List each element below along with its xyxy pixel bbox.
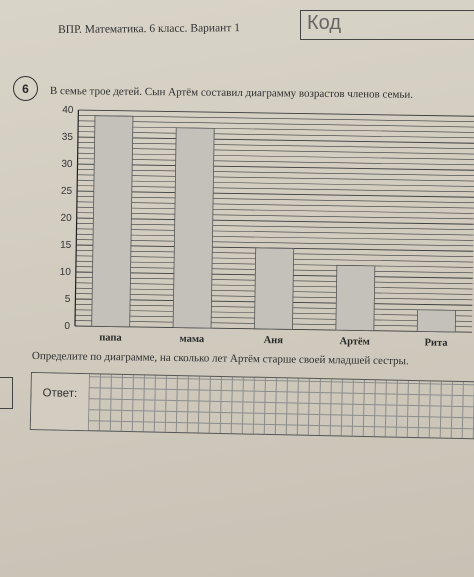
grid-line [77,186,474,192]
grid-line [77,180,474,186]
grid-line [77,207,474,213]
question-number-badge: 6 [13,76,38,101]
answer-grid[interactable] [30,372,474,439]
y-tick-label: 40 [62,104,74,116]
grid-line [78,110,474,116]
bar-4 [417,310,455,332]
y-tick-label: 5 [64,293,71,305]
grid-line [76,240,473,246]
grid-line [78,142,474,148]
page-header: ВПР. Математика. 6 класс. Вариант 1 [58,22,241,36]
y-tick-label: 30 [61,158,73,170]
x-tick-label: Аня [263,334,284,347]
x-tick-label: Рита [424,337,448,349]
grid-line [77,196,474,202]
score-box [0,377,13,409]
question-text: В семье трое детей. Сын Артём составил диаграмму возрастов членов семьи. [49,85,414,101]
grid-line [78,159,474,165]
y-tick-label: 20 [60,212,72,224]
grid-line [77,202,474,208]
bar-2 [254,248,293,330]
x-tick-label: мама [179,333,205,346]
answer-label: Ответ: [42,387,78,400]
grid-line [78,137,474,143]
grid-line [77,175,474,181]
code-label: Код [307,12,342,34]
grid-line [77,218,474,224]
y-tick-label: 0 [64,320,71,332]
bar-3 [336,265,375,330]
bar-0 [92,116,133,327]
grid-line [78,148,474,154]
y-tick-label: 10 [59,266,71,278]
grid-line [78,126,474,132]
grid-line [78,153,474,159]
y-tick-label: 35 [61,131,74,143]
x-tick-label: папа [99,332,122,344]
answer-label-area [31,373,89,430]
grid-line [78,164,474,170]
grid-line [77,191,474,197]
question-prompt: Определите по диаграмме, на сколько лет Артём старше своей младшей сестры. [31,350,409,368]
grid-line [78,115,474,121]
grid-line [78,121,474,127]
grid-line [78,132,474,138]
bar-1 [173,128,214,328]
grid-line [77,223,474,229]
x-tick-label: Артём [339,336,370,348]
grid-line [77,169,474,175]
y-tick-label: 15 [60,239,72,251]
grid-line [77,213,474,219]
y-tick-label: 25 [60,185,73,197]
grid-line [76,234,473,240]
grid-line [77,229,474,235]
